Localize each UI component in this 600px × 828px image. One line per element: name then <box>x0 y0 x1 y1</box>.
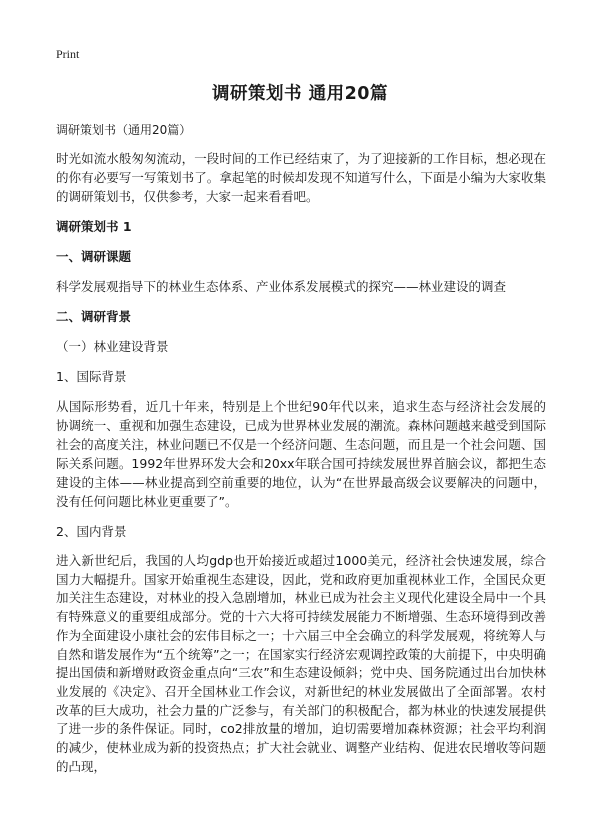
subheading-forestry-background: （一）林业建设背景 <box>56 339 169 354</box>
print-label[interactable]: Print <box>56 47 80 61</box>
heading-research-background: 二、调研背景 <box>56 309 132 324</box>
intro-paragraph: 时光如流水般匆匆流动，一段时间的工作已经结束了，为了迎接新的工作目标，想必现在的你有必要写一写策划书了。拿起笔的时候却发现不知道写什么，下面是小编为大家收集的调研策划书，仅供参考，大家一起来看看吧。 <box>56 151 546 204</box>
section-title: 调研策划书 1 <box>56 219 132 234</box>
research-topic-text: 科学发展观指导下的林业生态体系、产业体系发展模式的探究——林业建设的调查 <box>56 279 507 294</box>
subheading-international-background: 1、国际背景 <box>56 369 127 384</box>
document-subtitle: 调研策划书（通用20篇） <box>56 123 192 137</box>
page-title: 调研策划书 通用20篇 <box>212 84 388 104</box>
document-body <box>56 121 546 787</box>
international-background-paragraph: 从国际形势看，近几十年来，特别是上个世纪90年代以来，追求生态与经济社会发展的协调统一、重视和加强生态建设，已成为世界林业发展的潮流。森林问题越来越受到国际社会的高度关注，林业问题已不仅是一个经济问题、生态问题，而且是一个社会问题、国际关系问题。1992年世界环发大会和20xx年联合国可持续发展世界首脑会议，都把生态建设的主体——林业提高到空前重要的地位，认为“在世界最高级会议要解决的问题中，没有任何问题比林业更重要了”。 <box>56 399 546 509</box>
subheading-domestic-background: 2、国内背景 <box>56 524 127 539</box>
domestic-background-paragraph: 进入新世纪后，我国的人均gdp也开始接近或超过1000美元，经济社会快速发展，综合国力大幅提升。国家开始重视生态建设，因此，党和政府更加重视林业工作，全国民众更加关注生态建设，对林业的投入急剧增加，林业已成为社会主义现代化建设全局中一个具有特殊意义的重要组成部分。党的十六大将可持续发展能力不断增强、生态环境得到改善作为全面建设小康社会的宏伟目标之一；十六届三中全会确立的科学发展观，将统筹人与自然和谐发展作为“五个统筹”之一；在国家实行经济宏观调控政策的大前提下，中央明确提出国债和新增财政资金重点向“三农”和生态建设倾斜；党中央、国务院通过出台加快林业发展的《决定》、召开全国林业工作会议，对新世纪的林业发展做出了全面部署。农村改革的巨大成功，社会力量的广泛参与，有关部门的积极配合，都为林业的快速发展提供了进一步的条件保证。同时，co2排放量的增加，迫切需要增加森林资源；社会平均利润的减少，使林业成为新的投资热点；扩大社会就业、调整产业结构、促进农民增收等问题的凸现， <box>56 553 546 774</box>
heading-research-topic: 一、调研课题 <box>56 249 132 264</box>
